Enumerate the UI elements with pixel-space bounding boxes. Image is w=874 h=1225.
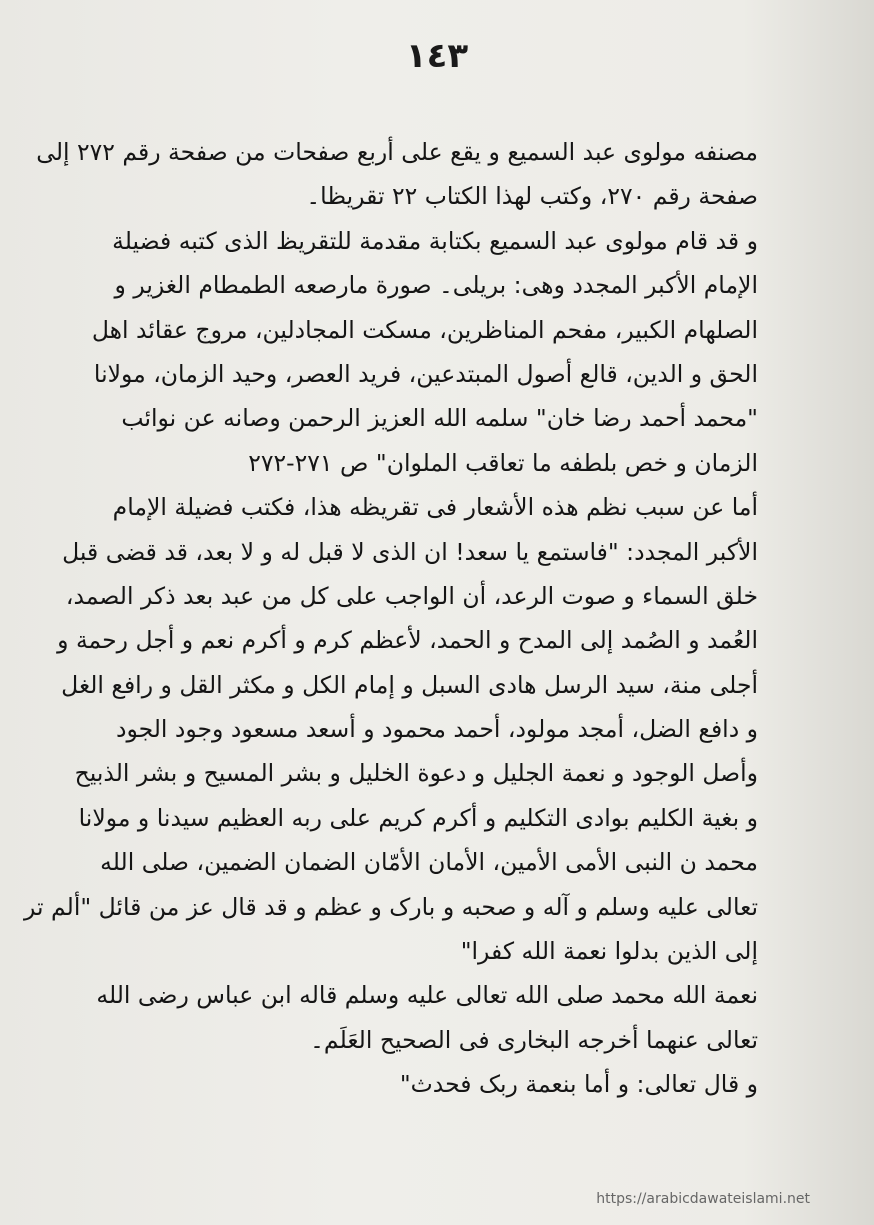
text-line: و قد قام مولوی عبد السمیع بکتابة مقدمة للتقریظ الذی کتبه فضیلة bbox=[112, 226, 758, 255]
page-number: ١٤٣ bbox=[405, 36, 469, 76]
text-line: مصنفه مولوی عبد السمیع و یقع علی أربع صفحات من صفحة رقم ٢٧٢ إلی bbox=[36, 138, 758, 166]
text-line: أما عن سبب نظم هذه الأشعار فی تقریظه هذا، فکتب فضیلة الإمام bbox=[112, 493, 758, 522]
source-watermark: https://arabicdawateislami.net bbox=[596, 1191, 810, 1207]
text-line: الإمام الأکبر المجدد وهی: بریلی۔ صورة مارصعه الطمطام الغزیر و bbox=[114, 271, 758, 300]
text-line: تعالی عنهما أخرجه البخاری فی الصحیح العَلَم۔ bbox=[310, 1025, 758, 1054]
text-line: الأکبر المجدد: "فاستمع یا سعد! ان الذی لا قبل له و لا بعد، قد قضی قبل bbox=[62, 537, 758, 566]
text-line: تعالی علیه وسلم و آله و صحبه و بارک و عظم و قد قال عز من قائل "ألم تر bbox=[24, 892, 758, 921]
text-line: خلق السماء و صوت الرعد، أن الواجب علی کل من عبد بعد ذکر الصمد، bbox=[65, 581, 758, 610]
text-line: أجلی منة، سید الرسل هادی السبل و إمام الکل و مکثر القل و رافع الغل bbox=[61, 670, 758, 699]
text-line: "محمد أحمد رضا خان" سلمه الله العزیز الرحمن وصانه عن نوائب bbox=[121, 404, 758, 433]
text-line: العُمد و الصُمد إلی المدح و الحمد، لأعظم کرم و أکرم نعم و أجل رحمة و bbox=[57, 626, 758, 655]
text-line: محمد ن النبی الأمی الأمین، الأمان الأمّان الضمان الضمین، صلی الله bbox=[100, 848, 758, 877]
text-line: الصلهام الکبیر، مفحم المناظرین، مسکت المجادلین، مروج عقائد اهل bbox=[91, 315, 758, 344]
text-line: و قال تعالی: و أما بنعمة ربک فحدث" bbox=[399, 1070, 758, 1099]
body-text bbox=[24, 130, 758, 1107]
text-line: الحق و الدین، قالع أصول المبتدعین، فرید العصر، وحید الزمان، مولانا bbox=[93, 359, 758, 388]
text-line: نعمة الله محمد صلی الله تعالی علیه وسلم قاله ابن عباس رضی الله bbox=[96, 981, 758, 1010]
text-line: الزمان و خص بلطفه ما تعاقب الملوان" ص ٢٧١-٢٧٢ bbox=[248, 448, 758, 477]
text-line: و بغیة الکلیم بوادی التکلیم و أکرم کریم علی ربه العظیم سیدنا و مولانا bbox=[78, 803, 758, 832]
text-line: وأصل الوجود و نعمة الجلیل و دعوة الخلیل و بشر المسیح و بشر الذبیح bbox=[74, 759, 758, 788]
text-line: و دافع الضل، أمجد مولود، أحمد محمود و أسعد مسعود وجود الجود bbox=[115, 715, 758, 744]
text-line: إلی الذین بدلوا نعمة الله کفرا" bbox=[460, 937, 758, 966]
text-line: صفحة رقم ٢٧٠، وکتب لهذا الکتاب ٢٢ تقریظا۔ bbox=[306, 182, 758, 211]
